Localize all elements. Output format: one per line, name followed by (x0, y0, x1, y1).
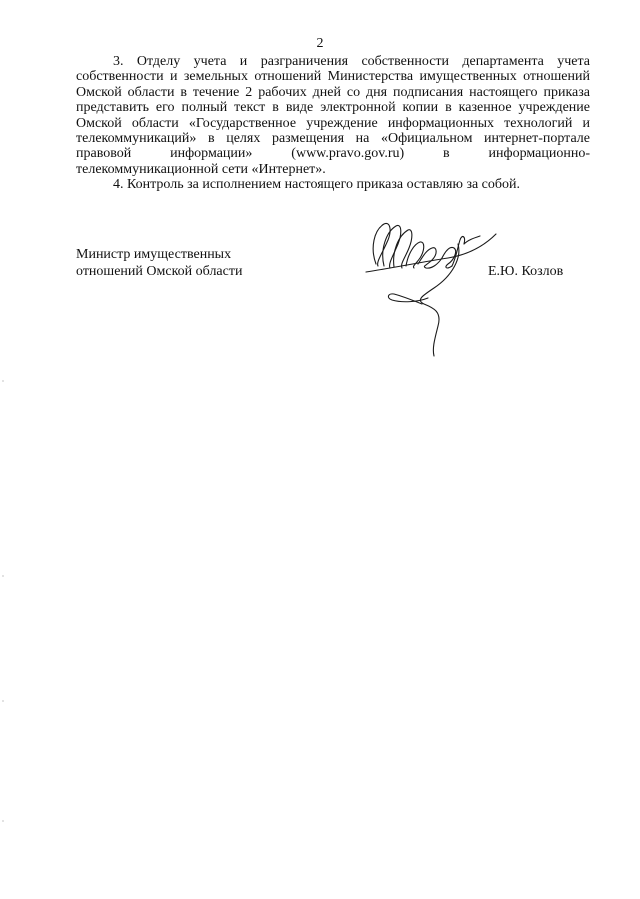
signer-position-line-1: Министр имущественных (76, 247, 232, 262)
signer-name: Е.Ю. Козлов (488, 264, 564, 279)
scan-speck (2, 700, 4, 702)
paragraph-3: 3. Отделу учета и разграничения собственности департамента учета собственности и земельных отношений Министерства имущественных отношений Омской области в течение 2 рабочих дней со дня подписания настоящего приказа представить его полный текст в виде электронной копии в казенное учреждение Омской области «Государственное учреждение информационных технологий и телекоммуникаций» в целях размещения на «Официальном интернет-портале правовой информации» (www.pravo.gov.ru) в информационно-телекоммуникационной сети «Интернет». (76, 54, 590, 177)
signer-position-line-2: отношений Омской области (76, 264, 243, 279)
handwritten-signature (362, 218, 510, 360)
signature-block (0, 240, 640, 370)
scan-speck (2, 820, 4, 822)
scan-speck (2, 575, 4, 577)
page-number: 2 (316, 36, 324, 51)
scan-speck (2, 380, 4, 382)
signer-position (76, 246, 242, 280)
order-body (76, 54, 590, 193)
paragraph-4: 4. Контроль за исполнением настоящего приказа оставляю за собой. (113, 177, 521, 193)
